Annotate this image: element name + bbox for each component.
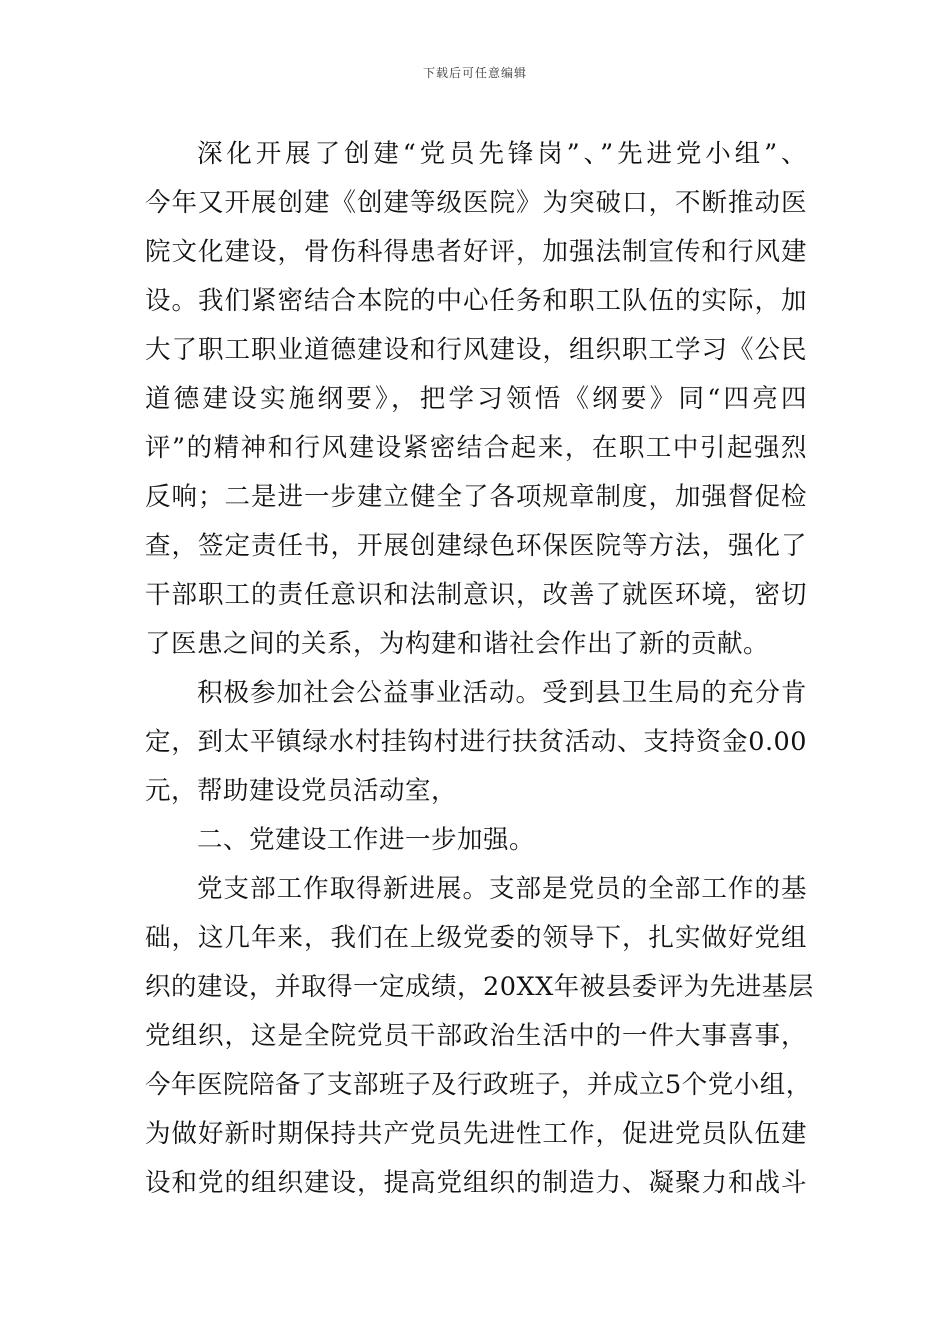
text-line: 深化开展了创建“党员先锋岗”、”先进党小组”、	[197, 139, 807, 169]
text-line: 查，签定责任书，开展创建绿色环保医院等方法，强化了	[145, 531, 807, 561]
text-line: 党组织，这是全院党员干部政治生活中的一件大事喜事，	[145, 1021, 807, 1051]
text-line: 今年医院陪备了支部班子及行政班子，并成立5个党小组，	[145, 1070, 812, 1100]
text-line: 今年又开展创建《创建等级医院》为突破口，不断推动医	[145, 188, 807, 218]
paragraph-public-welfare	[145, 669, 807, 816]
document-body	[145, 130, 814, 1208]
paragraph-party-branch	[145, 865, 814, 1208]
text-line: 积极参加社会公益事业活动。受到县卫生局的充分肯	[197, 678, 807, 708]
text-line: 础，这几年来，我们在上级党委的领导下，扎实做好党组	[145, 923, 807, 953]
section-heading	[145, 816, 807, 865]
text-line: 织的建设，并取得一定成绩，20XX年被县委评为先进基层	[145, 972, 814, 1002]
text-line: 设。我们紧密结合本院的中心任务和职工队伍的实际，加	[145, 286, 807, 316]
text-line: 为做好新时期保持共产党员先进性工作，促进党员队伍建	[145, 1119, 807, 1149]
text-line: 二、党建设工作进一步加强。	[197, 825, 536, 855]
text-line: 院文化建设，骨伤科得患者好评，加强法制宣传和行风建	[145, 237, 807, 267]
text-line: 了医患之间的关系，为构建和谐社会作出了新的贡献。	[145, 629, 770, 659]
text-line: 干部职工的责任意识和法制意识，改善了就医环境，密切	[145, 580, 807, 610]
text-line: 设和党的组织建设，提高党组织的制造力、凝聚力和战斗	[145, 1168, 807, 1198]
text-line: 党支部工作取得新进展。支部是党员的全部工作的基	[197, 874, 807, 904]
text-line: 定，到太平镇绿水村挂钩村进行扶贫活动、支持资金0.00	[145, 727, 807, 757]
text-line: 反响；二是进一步建立健全了各项规章制度，加强督促检	[145, 482, 807, 512]
text-line: 大了职工职业道德建设和行风建设，组织职工学习《公民	[145, 335, 807, 365]
text-line: 道德建设实施纲要》，把学习领悟《纲要》同“四亮四	[145, 384, 807, 414]
text-line: 元，帮助建设党员活动室，	[145, 776, 458, 806]
text-line: 评”的精神和行风建设紧密结合起来，在职工中引起强烈	[145, 433, 807, 463]
page-header: 下载后可任意编辑	[422, 66, 527, 80]
paragraph-party-style	[145, 130, 807, 669]
